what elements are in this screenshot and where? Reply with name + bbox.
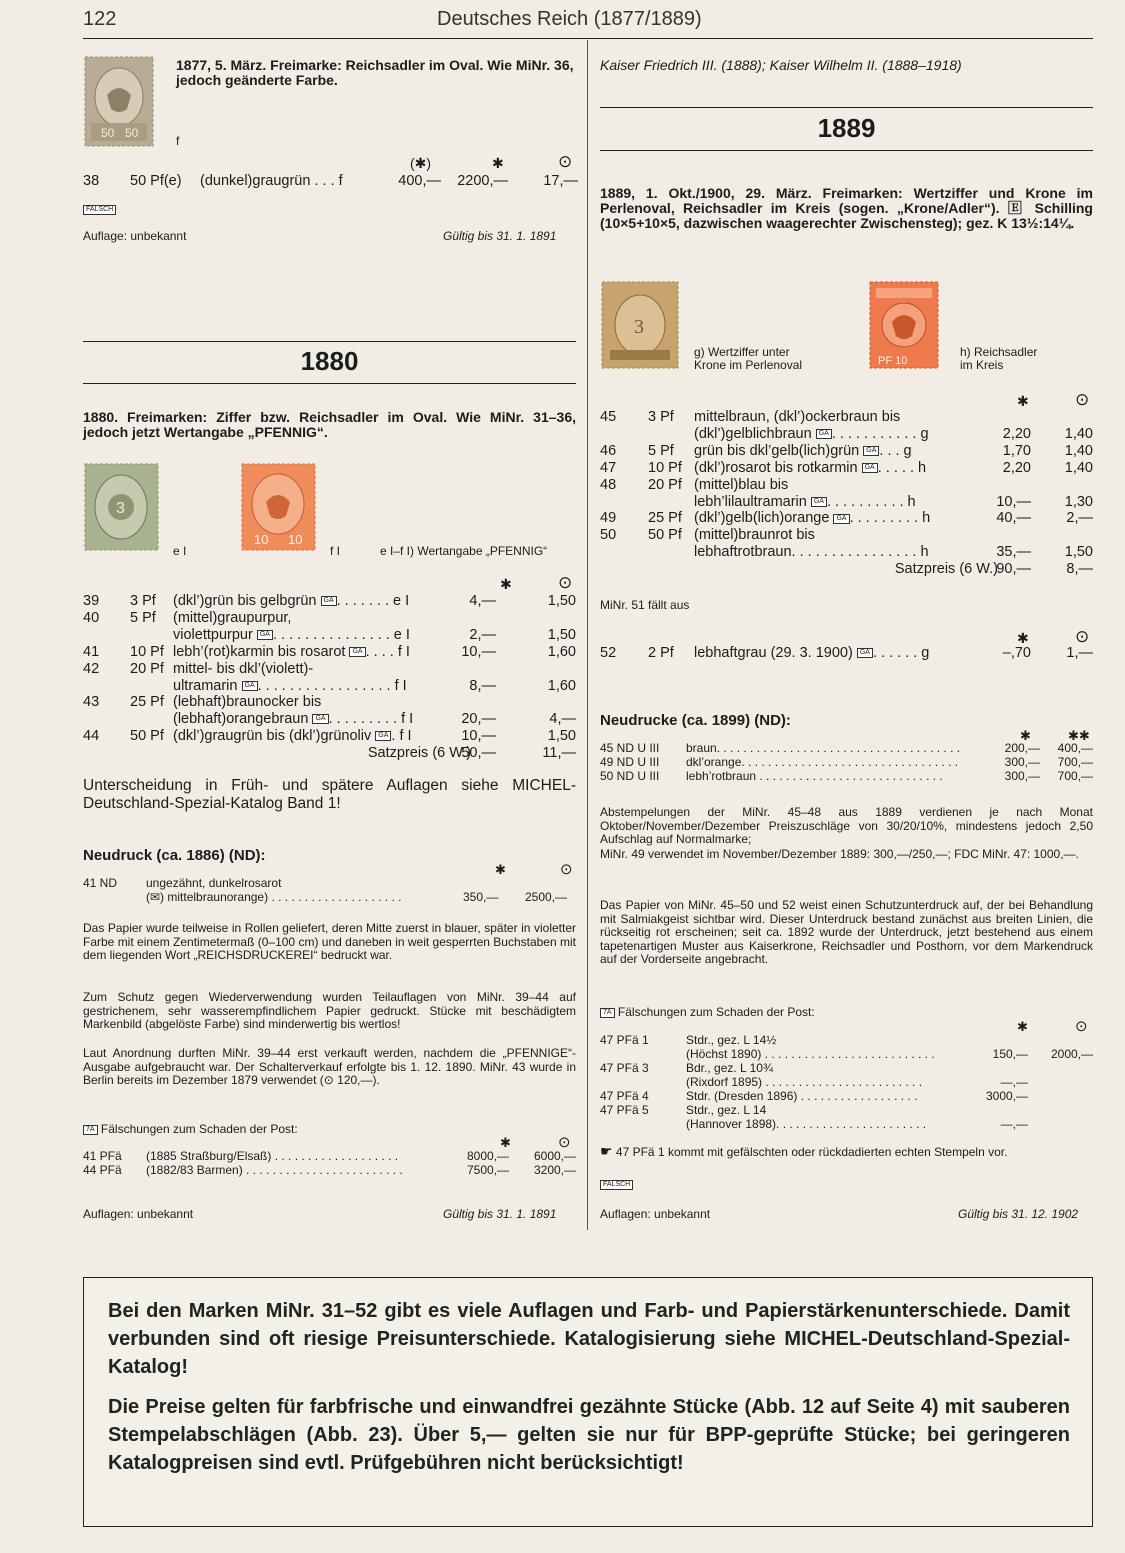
fals-symbol-used: ⊙ xyxy=(558,1134,571,1151)
fals-no: 47 PFä 4 xyxy=(600,1089,649,1103)
fals-no: 47 PFä 1 xyxy=(600,1033,649,1047)
nd-price: 200,— xyxy=(1004,741,1040,755)
fals-l2: (Hannover 1898). . . . . . . . . . . . . . . . . . . . . . . xyxy=(686,1117,927,1131)
caption-g-1: g) Wertziffer unter xyxy=(694,345,790,359)
paragraph-minr49: MiNr. 49 verwendet im November/Dezember 1889: 300,—/250,—; FDC MiNr. 47: 1000,—. xyxy=(600,847,1079,861)
caption-h-2: im Kreis xyxy=(960,358,1004,372)
stamp-image-3-pfennig xyxy=(83,462,160,552)
fals-p1: —,— xyxy=(1000,1075,1028,1089)
nd-number: 41 ND xyxy=(83,876,118,890)
symbol-mint-no-gum: (✱) xyxy=(410,155,432,171)
fals-price: 3200,— xyxy=(533,1163,576,1177)
stamp-label-f: f xyxy=(176,134,180,148)
nd-price: 400,— xyxy=(1057,741,1093,755)
nd-desc-2: (✉) mittelbraunorange) . . . . . . . . . . . . . . . . . . . . xyxy=(146,890,402,904)
fals-no: 47 PFä 3 xyxy=(600,1061,649,1075)
fals-symbol-used-right: ⊙ xyxy=(1075,1018,1088,1035)
page-title: Deutsches Reich (1877/1889) xyxy=(437,8,702,30)
issue-1877-title: 1877, 5. März. Freimarke: Reichsadler im Oval. Wie MiNr. 36, jedoch geänderte Farbe. xyxy=(176,57,574,88)
caption-h-1: h) Reichsadler xyxy=(960,345,1038,359)
nd-symbol-mint-never-hinged: ✱✱ xyxy=(1068,728,1090,743)
minr-51-note: MiNr. 51 fällt aus xyxy=(600,598,690,612)
fals-no: 44 PFä xyxy=(83,1163,122,1177)
year-heading-1880: 1880 xyxy=(300,346,359,376)
stamp-image-10-pfennig-adler xyxy=(868,280,940,370)
fals-price: 6000,— xyxy=(533,1149,576,1163)
fals-price: 8000,— xyxy=(466,1149,509,1163)
fals-p1: —,— xyxy=(1000,1117,1028,1131)
auflagen-1889: Auflagen: unbekannt xyxy=(600,1207,711,1221)
nd-price-2: 2500,— xyxy=(525,890,568,904)
price-info-box xyxy=(83,1277,1093,1527)
svg-text:3: 3 xyxy=(116,500,125,517)
nd-desc: dkl’orange. . . . . . . . . . . . . . . . . . . . . . . . . . . . . . . . . xyxy=(686,755,959,769)
gueltig-1889: Gültig bis 31. 12. 1902 xyxy=(958,1207,1079,1221)
nd-no: 45 ND U III xyxy=(600,741,660,755)
nd-no: 49 ND U III xyxy=(600,755,660,769)
year-heading-1889: 1889 xyxy=(817,113,876,143)
stamp-image-50-pfennige xyxy=(83,55,155,148)
svg-text:10: 10 xyxy=(254,532,269,547)
nd-desc: lebh’rotbraun . . . . . . . . . . . . . . . . . . . . . . . . . . . . xyxy=(686,769,943,783)
auflagen-1880: Auflagen: unbekannt xyxy=(83,1207,194,1221)
note-fruehauflagen: Unterscheidung in Früh- und spätere Auflagen siehe MICHEL-Deutschland-Spezial-Katalog Band 1! xyxy=(83,777,576,812)
box-paragraph-1: Bei den Marken MiNr. 31–52 gibt es viele Auflagen und Farb- und Papierstärkenunterschiede. Damit verbunden sind oft riesige Preisunterschiede. Katalogisierung siehe MICHEL-Deutschland-Spezial-Katalog! xyxy=(108,1300,1070,1378)
stamp-image-3-pfennig-krone xyxy=(600,280,680,370)
nd-symbol-mint: ✱ xyxy=(495,862,506,877)
nd-price: 700,— xyxy=(1057,755,1093,769)
fals-l1: Stdr., gez. L 14½ xyxy=(686,1033,777,1047)
symbol-mint: ✱ xyxy=(500,576,512,592)
svg-text:50: 50 xyxy=(125,126,139,140)
faelschungen-title: 7A Fälschungen zum Schaden der Post: xyxy=(83,1123,298,1137)
caption-g-2: Krone im Perlenoval xyxy=(694,358,803,372)
fals-l1: Stdr. (Dresden 1896) . . . . . . . . . . . . . . . . . . xyxy=(686,1089,918,1103)
nd-price: 300,— xyxy=(1004,769,1040,783)
paragraph-papier-rollen: Das Papier wurde teilweise in Rollen geliefert, deren Mitte zuerst in blauer, später in violetter Farbe mit einem Zentimetermaß (0–100 cm) und daneben in weit gesperrten Buchstaben mit dem liegenden Wort „REICHSDRUCKEREI“ bedruckt war. xyxy=(83,921,576,962)
svg-text:10: 10 xyxy=(288,532,303,547)
fals-symbol-mint-right: ✱ xyxy=(1017,1019,1028,1034)
symbol-used: ⊙ xyxy=(558,152,573,171)
nd-desc: braun. . . . . . . . . . . . . . . . . . . . . . . . . . . . . . . . . . . . . xyxy=(686,741,961,755)
gueltig-1877: Gültig bis 31. 1. 1891 xyxy=(443,229,557,243)
faelschung-note: ☛ 47 PFä 1 kommt mit gefälschten oder rückdadierten echten Stempeln vor. xyxy=(600,1143,1008,1159)
faelschungen-title-right: 7A Fälschungen zum Schaden der Post: xyxy=(600,1006,815,1020)
page-number: 122 xyxy=(83,8,117,30)
symbol-used: ⊙ xyxy=(1075,390,1090,409)
neudruck-1886-title: Neudruck (ca. 1886) (ND): xyxy=(83,847,266,864)
fals-no: 41 PFä xyxy=(83,1149,122,1163)
fals-symbol-mint: ✱ xyxy=(500,1135,511,1150)
nd-price: 300,— xyxy=(1004,755,1040,769)
stamp-image-10-pfennig xyxy=(240,462,317,552)
nd-symbol-mint: ✱ xyxy=(1020,728,1031,743)
fals-p2: 2000,— xyxy=(1050,1047,1093,1061)
svg-text:50: 50 xyxy=(101,126,115,140)
symbol-used: ⊙ xyxy=(558,573,573,592)
neudrucke-1899-title: Neudrucke (ca. 1899) (ND): xyxy=(600,712,791,729)
issue-1889-title: 1889, 1. Okt./1900, 29. März. Freimarken: Wertziffer und Krone im Perlenoval, Reichsadler im Kreis (sogen. „Krone/Adler“). 🄴 Schilling (10×5+10×5, dazwischen waagerechter Zwischensteg); gez. K 13½:14¼. xyxy=(600,185,1093,231)
paragraph-anordnung: Laut Anordnung durften MiNr. 39–44 erst verkauft werden, nachdem die „PFENNIGE“-Ausgabe aufgebraucht war. Der Schalterverkauf erfolgte bis 1. 12. 1890. MiNr. 43 wurde in Berlin bereits im Dezember 1879 verwendet (⊙ 120,—). xyxy=(83,1046,576,1087)
fals-l2: (Höchst 1890) . . . . . . . . . . . . . . . . . . . . . . . . . . xyxy=(686,1047,935,1061)
stamp-label-note: e I–f I) Wertangabe „PFENNIG“ xyxy=(380,544,548,558)
symbol-used-2: ⊙ xyxy=(1075,627,1090,646)
fals-price: 7500,— xyxy=(466,1163,509,1177)
paragraph-schutzunterdruck: Das Papier von MiNr. 45–50 und 52 weist einen Schutzunterdruck auf, der bei Behandlung mit Salmiakgeist sichtbar wird. Dieser Unterdruck bestand zunächst aus breiten Linien, die rückseitig rot erscheinen; seit ca. 1892 wurde der Unterdruck, jetzt bestehend aus einem tapetenartigen Muster aus Kaiserkrone, Reichsadler und Posthorn, vor dem Markendruck auf der Vorderseite angebracht. xyxy=(600,898,1093,966)
symbol-mint: ✱ xyxy=(492,155,504,171)
fals-l1: Bdr., gez. L 10¾ xyxy=(686,1061,773,1075)
paragraph-schutz: Zum Schutz gegen Wiederverwendung wurden Teilauflagen von MiNr. 39–44 auf gestrichenem, sehr wasserempfindlichem Papier gedruckt. Stücke mit beschädigtem Markenbild (abgelöste Farbe) sind minderwertig bis wertlos! xyxy=(83,990,576,1031)
nd-no: 50 ND U III xyxy=(600,769,660,783)
stamp-label-f: f I xyxy=(330,544,341,558)
box-paragraph-2: Die Preise gelten für farbfrische und einwandfrei gezähnte Stücke (Abb. 12 auf Seite 4) mit sauberen Stempelabschlägen (Abb. 23). Über 5,— gelten sie nur für BPP-geprüfte Stücke; bei geringeren Katalogpreisen sind evtl. Prüfgebühren nicht berücksichtigt! xyxy=(108,1396,1070,1474)
falsch-badge-right: FALSCH xyxy=(600,1176,633,1194)
svg-text:3: 3 xyxy=(634,316,644,338)
fals-no: 47 PFä 5 xyxy=(600,1103,649,1117)
nd-symbol-used: ⊙ xyxy=(560,861,573,878)
svg-text:PF 10: PF 10 xyxy=(878,355,908,367)
gueltig-1880: Gültig bis 31. 1. 1891 xyxy=(443,1207,557,1221)
paragraph-abstempelungen: Abstempelungen der MiNr. 45–48 aus 1889 verdienen je nach Monat Oktober/November/Dezember Preiszuschläge von 30/20/10%, mindestens jedoch 2,50 Aufschlag auf Normalmarke; xyxy=(600,805,1093,846)
nd-price-1: 350,— xyxy=(463,890,499,904)
nd-desc-1: ungezähnt, dunkelrosarot xyxy=(146,876,282,890)
symbol-mint: ✱ xyxy=(1017,393,1029,409)
fals-desc: (1885 Straßburg/Elsaß) . . . . . . . . . . . . . . . . . . . xyxy=(146,1149,399,1163)
fals-l1: Stdr., gez. L 14 xyxy=(686,1103,767,1117)
fals-l2: (Rixdorf 1895) . . . . . . . . . . . . . . . . . . . . . . . . xyxy=(686,1075,923,1089)
issue-1880-title: 1880. Freimarken: Ziffer bzw. Reichsadler im Oval. Wie MiNr. 31–36, jedoch jetzt Wertangabe „PFENNIG“. xyxy=(83,409,576,440)
fals-p1: 150,— xyxy=(992,1047,1028,1061)
stamp-label-e: e I xyxy=(173,544,187,558)
symbol-mint-2: ✱ xyxy=(1017,630,1029,646)
nd-price: 700,— xyxy=(1057,769,1093,783)
auflage-1877: Auflage: unbekannt xyxy=(83,229,187,243)
fals-desc: (1882/83 Barmen) . . . . . . . . . . . . . . . . . . . . . . . . xyxy=(146,1163,403,1177)
fals-p1: 3000,— xyxy=(985,1089,1028,1103)
ruler-subtitle: Kaiser Friedrich III. (1888); Kaiser Wilhelm II. (1888–1918) xyxy=(600,57,962,73)
falsch-badge: FALSCH xyxy=(83,201,116,219)
